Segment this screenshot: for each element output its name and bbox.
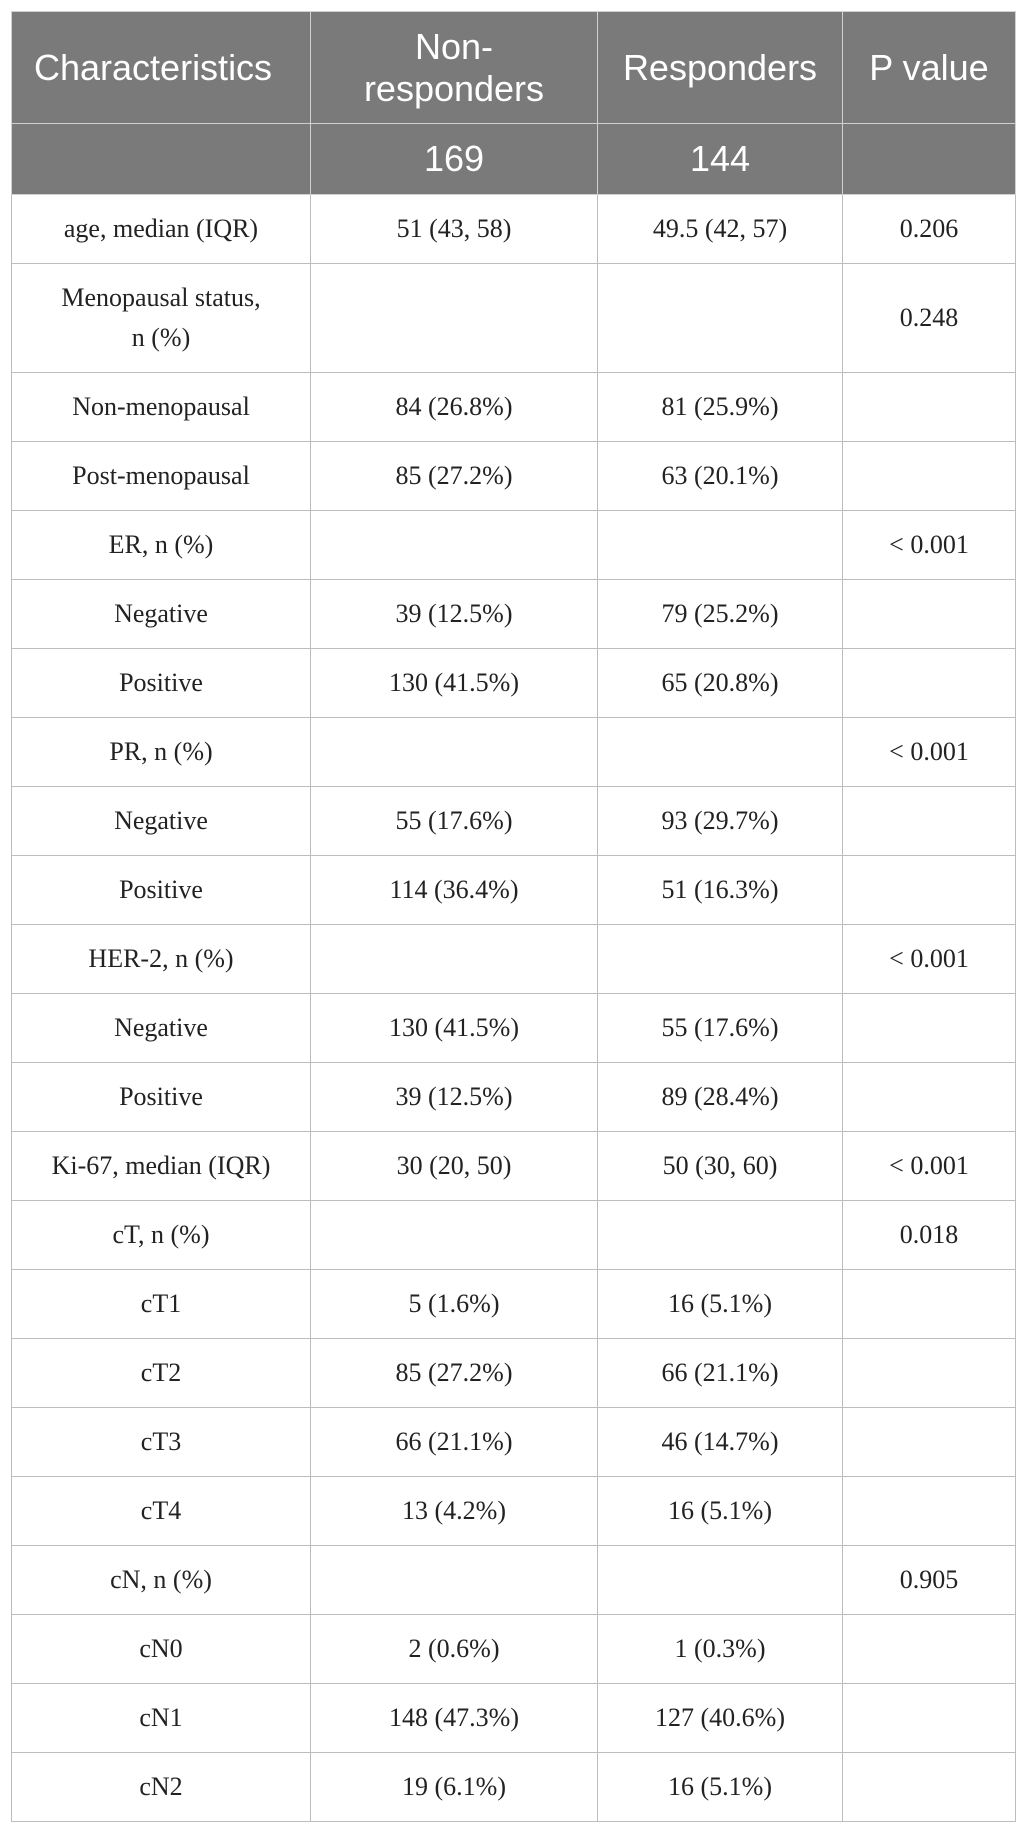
header-non-responders (311, 12, 598, 124)
cell-p-value (843, 856, 1016, 925)
cell-characteristic: cN2 (12, 1753, 311, 1822)
cell-non-responders: 13 (4.2%) (311, 1477, 598, 1546)
table-row (12, 718, 1016, 787)
cell-p-value (843, 442, 1016, 511)
cell-p-value: < 0.001 (843, 925, 1016, 994)
cell-characteristic: cN0 (12, 1615, 311, 1684)
cell-characteristic: cT2 (12, 1339, 311, 1408)
cell-responders: 50 (30, 60) (598, 1132, 843, 1201)
cell-p-value (843, 580, 1016, 649)
cell-responders: 16 (5.1%) (598, 1753, 843, 1822)
cell-non-responders: 5 (1.6%) (311, 1270, 598, 1339)
table-row (12, 856, 1016, 925)
table-row (12, 511, 1016, 580)
cell-p-value (843, 1270, 1016, 1339)
cell-non-responders: 130 (41.5%) (311, 649, 598, 718)
cell-characteristic (12, 264, 311, 373)
table-row (12, 1477, 1016, 1546)
table-row (12, 1132, 1016, 1201)
cell-characteristic: Negative (12, 787, 311, 856)
table-row (12, 1408, 1016, 1477)
cell-characteristic: cN1 (12, 1684, 311, 1753)
header-characteristics: Characteristics (12, 12, 311, 124)
cell-responders: 16 (5.1%) (598, 1270, 843, 1339)
cell-p-value (843, 649, 1016, 718)
header-responders: Responders (598, 12, 843, 124)
cell-responders (598, 1546, 843, 1615)
cell-p-value: < 0.001 (843, 511, 1016, 580)
table-row (12, 1753, 1016, 1822)
cell-p-value (843, 787, 1016, 856)
table-row (12, 1684, 1016, 1753)
cell-p-value (843, 1063, 1016, 1132)
cell-responders: 51 (16.3%) (598, 856, 843, 925)
cell-p-value: 0.206 (843, 195, 1016, 264)
table-row (12, 373, 1016, 442)
cell-responders (598, 1201, 843, 1270)
table-row (12, 925, 1016, 994)
cell-characteristic: cT1 (12, 1270, 311, 1339)
cell-p-value (843, 1339, 1016, 1408)
table-row (12, 1546, 1016, 1615)
table-row (12, 1201, 1016, 1270)
table-row (12, 1615, 1016, 1684)
cell-characteristic: Positive (12, 856, 311, 925)
cell-p-value (843, 1615, 1016, 1684)
cell-non-responders: 84 (26.8%) (311, 373, 598, 442)
cell-p-value: < 0.001 (843, 718, 1016, 787)
table-row (12, 787, 1016, 856)
cell-non-responders (311, 925, 598, 994)
cell-non-responders: 148 (47.3%) (311, 1684, 598, 1753)
table-header (12, 12, 1016, 195)
cell-characteristic: cT, n (%) (12, 1201, 311, 1270)
header-non-responders-line1: Non- (414, 25, 494, 67)
cell-responders: 49.5 (42, 57) (598, 195, 843, 264)
table-row (12, 264, 1016, 373)
cell-characteristic: age, median (IQR) (12, 195, 311, 264)
cell-p-value (843, 994, 1016, 1063)
table-row (12, 1339, 1016, 1408)
cell-non-responders: 55 (17.6%) (311, 787, 598, 856)
cell-characteristic: Negative (12, 994, 311, 1063)
cell-non-responders (311, 1201, 598, 1270)
cell-characteristic: Positive (12, 649, 311, 718)
cell-characteristic: PR, n (%) (12, 718, 311, 787)
table-body (12, 195, 1016, 1822)
cell-non-responders (311, 1546, 598, 1615)
cell-responders: 65 (20.8%) (598, 649, 843, 718)
characteristics-table-container (11, 11, 1015, 1822)
cell-non-responders: 114 (36.4%) (311, 856, 598, 925)
header-count-empty-p (843, 124, 1016, 195)
cell-characteristic: cT4 (12, 1477, 311, 1546)
cell-responders: 81 (25.9%) (598, 373, 843, 442)
characteristics-table (11, 11, 1016, 1822)
cell-p-value (843, 1477, 1016, 1546)
cell-responders (598, 264, 843, 373)
cell-p-value: 0.905 (843, 1546, 1016, 1615)
cell-non-responders: 85 (27.2%) (311, 1339, 598, 1408)
table-row (12, 649, 1016, 718)
cell-responders: 63 (20.1%) (598, 442, 843, 511)
cell-responders: 1 (0.3%) (598, 1615, 843, 1684)
cell-p-value: 0.018 (843, 1201, 1016, 1270)
table-row (12, 1270, 1016, 1339)
cell-responders: 93 (29.7%) (598, 787, 843, 856)
cell-p-value: 0.248 (843, 264, 1016, 373)
cell-responders (598, 925, 843, 994)
cell-non-responders: 39 (12.5%) (311, 1063, 598, 1132)
cell-p-value (843, 1408, 1016, 1477)
table-row (12, 994, 1016, 1063)
cell-characteristic: Post-menopausal (12, 442, 311, 511)
cell-responders: 127 (40.6%) (598, 1684, 843, 1753)
cell-characteristic: Negative (12, 580, 311, 649)
cell-non-responders: 51 (43, 58) (311, 195, 598, 264)
table-row (12, 442, 1016, 511)
cell-responders (598, 718, 843, 787)
header-non-responders-line2: responders (363, 67, 545, 109)
header-p-value: P value (843, 12, 1016, 124)
table-row (12, 195, 1016, 264)
cell-responders: 89 (28.4%) (598, 1063, 843, 1132)
cell-characteristic: Positive (12, 1063, 311, 1132)
cell-responders (598, 511, 843, 580)
cell-responders: 79 (25.2%) (598, 580, 843, 649)
cell-responders: 46 (14.7%) (598, 1408, 843, 1477)
cell-non-responders: 130 (41.5%) (311, 994, 598, 1063)
count-responders: 144 (598, 124, 843, 195)
cell-characteristic: cN, n (%) (12, 1546, 311, 1615)
cell-non-responders: 39 (12.5%) (311, 580, 598, 649)
cell-non-responders: 30 (20, 50) (311, 1132, 598, 1201)
header-count-row (12, 124, 1016, 195)
header-row (12, 12, 1016, 124)
cell-non-responders: 2 (0.6%) (311, 1615, 598, 1684)
cell-characteristic: HER-2, n (%) (12, 925, 311, 994)
count-non-responders: 169 (311, 124, 598, 195)
cell-responders: 55 (17.6%) (598, 994, 843, 1063)
cell-non-responders (311, 511, 598, 580)
cell-responders: 66 (21.1%) (598, 1339, 843, 1408)
cell-characteristic: Ki-67, median (IQR) (12, 1132, 311, 1201)
cell-p-value (843, 373, 1016, 442)
cell-non-responders (311, 718, 598, 787)
cell-characteristic-line1: Menopausal status, (61, 283, 261, 312)
cell-p-value (843, 1684, 1016, 1753)
cell-characteristic-line2: n (%) (131, 323, 191, 352)
cell-non-responders: 19 (6.1%) (311, 1753, 598, 1822)
table-row (12, 1063, 1016, 1132)
cell-responders: 16 (5.1%) (598, 1477, 843, 1546)
cell-p-value (843, 1753, 1016, 1822)
cell-p-value: < 0.001 (843, 1132, 1016, 1201)
cell-characteristic: ER, n (%) (12, 511, 311, 580)
cell-non-responders (311, 264, 598, 373)
cell-characteristic: cT3 (12, 1408, 311, 1477)
header-count-empty (12, 124, 311, 195)
cell-characteristic: Non-menopausal (12, 373, 311, 442)
cell-non-responders: 66 (21.1%) (311, 1408, 598, 1477)
table-row (12, 580, 1016, 649)
cell-non-responders: 85 (27.2%) (311, 442, 598, 511)
